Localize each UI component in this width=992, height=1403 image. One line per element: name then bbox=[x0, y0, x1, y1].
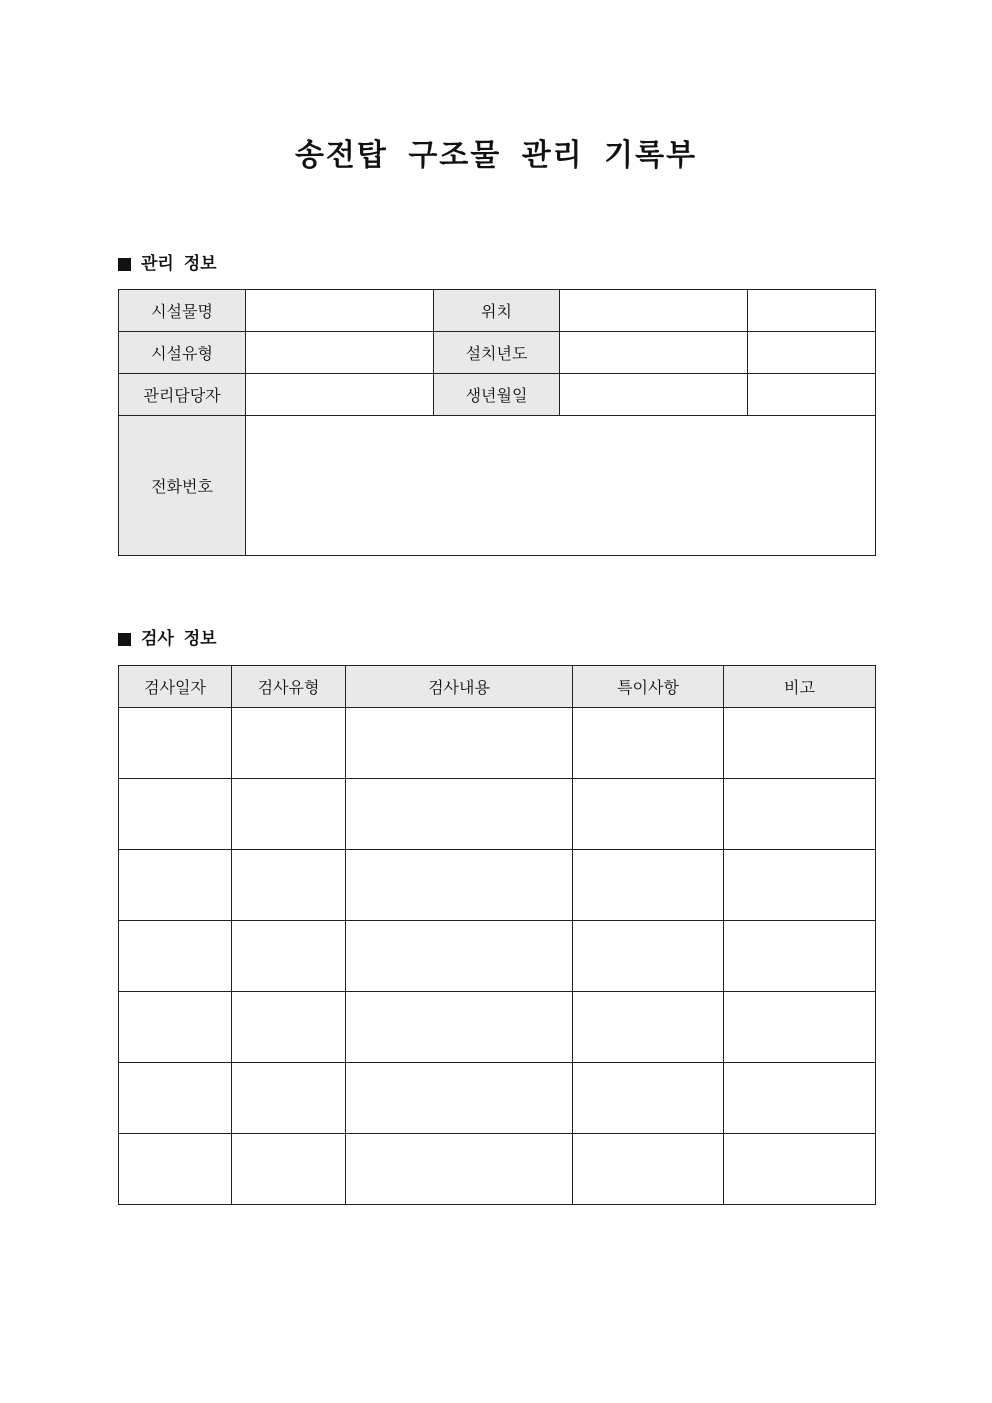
table-row bbox=[119, 374, 876, 416]
remarks-cell[interactable] bbox=[573, 708, 724, 779]
table-row bbox=[119, 332, 876, 374]
remarks-cell[interactable] bbox=[573, 850, 724, 921]
inspection-type-cell[interactable] bbox=[232, 779, 346, 850]
column-header-inspection-date: 검사일자 bbox=[119, 666, 232, 708]
notes-cell[interactable] bbox=[724, 1134, 876, 1205]
inspection-type-cell[interactable] bbox=[232, 1063, 346, 1134]
remarks-cell[interactable] bbox=[573, 779, 724, 850]
install-year-field[interactable] bbox=[560, 332, 748, 374]
management-info-table bbox=[118, 289, 876, 556]
column-header-inspection-type: 검사유형 bbox=[232, 666, 346, 708]
install-year-label: 설치년도 bbox=[434, 332, 560, 374]
inspection-date-cell[interactable] bbox=[119, 1063, 232, 1134]
inspection-date-cell[interactable] bbox=[119, 779, 232, 850]
birthdate-label: 생년월일 bbox=[434, 374, 560, 416]
remarks-cell[interactable] bbox=[573, 1134, 724, 1205]
inspection-content-cell[interactable] bbox=[346, 850, 573, 921]
remarks-cell[interactable] bbox=[573, 921, 724, 992]
facility-name-field[interactable] bbox=[246, 290, 434, 332]
extra-field[interactable] bbox=[748, 290, 876, 332]
table-row bbox=[119, 779, 876, 850]
inspection-date-cell[interactable] bbox=[119, 708, 232, 779]
section-heading-label: 관리 정보 bbox=[141, 254, 217, 274]
location-field[interactable] bbox=[560, 290, 748, 332]
manager-field[interactable] bbox=[246, 374, 434, 416]
facility-type-label: 시설유형 bbox=[119, 332, 246, 374]
table-header-row bbox=[119, 666, 876, 708]
extra-field[interactable] bbox=[748, 332, 876, 374]
notes-cell[interactable] bbox=[724, 1063, 876, 1134]
column-header-notes: 비고 bbox=[724, 666, 876, 708]
table-row bbox=[119, 1134, 876, 1205]
notes-cell[interactable] bbox=[724, 921, 876, 992]
inspection-type-cell[interactable] bbox=[232, 992, 346, 1063]
inspection-date-cell[interactable] bbox=[119, 921, 232, 992]
table-row bbox=[119, 290, 876, 332]
page-title: 송전탑 구조물 관리 기록부 bbox=[294, 138, 698, 173]
table-row bbox=[119, 416, 876, 556]
inspection-content-cell[interactable] bbox=[346, 708, 573, 779]
section-heading-label: 검사 정보 bbox=[141, 629, 217, 649]
table-row bbox=[119, 850, 876, 921]
notes-cell[interactable] bbox=[724, 992, 876, 1063]
notes-cell[interactable] bbox=[724, 779, 876, 850]
table-row bbox=[119, 708, 876, 779]
column-header-remarks: 특이사항 bbox=[573, 666, 724, 708]
manager-label: 관리담당자 bbox=[119, 374, 246, 416]
square-bullet-icon bbox=[118, 633, 131, 646]
inspection-date-cell[interactable] bbox=[119, 1134, 232, 1205]
inspection-date-cell[interactable] bbox=[119, 992, 232, 1063]
notes-cell[interactable] bbox=[724, 850, 876, 921]
inspection-content-cell[interactable] bbox=[346, 1063, 573, 1134]
inspection-type-cell[interactable] bbox=[232, 708, 346, 779]
table-row bbox=[119, 992, 876, 1063]
remarks-cell[interactable] bbox=[573, 992, 724, 1063]
location-label: 위치 bbox=[434, 290, 560, 332]
table-row bbox=[119, 1063, 876, 1134]
facility-name-label: 시설물명 bbox=[119, 290, 246, 332]
phone-label: 전화번호 bbox=[119, 416, 246, 556]
inspection-info-table bbox=[118, 665, 876, 1205]
section-heading-inspection bbox=[118, 627, 217, 651]
table-row bbox=[119, 921, 876, 992]
remarks-cell[interactable] bbox=[573, 1063, 724, 1134]
section-heading-management bbox=[118, 252, 217, 276]
inspection-content-cell[interactable] bbox=[346, 1134, 573, 1205]
extra-field[interactable] bbox=[748, 374, 876, 416]
inspection-content-cell[interactable] bbox=[346, 992, 573, 1063]
inspection-type-cell[interactable] bbox=[232, 921, 346, 992]
facility-type-field[interactable] bbox=[246, 332, 434, 374]
inspection-type-cell[interactable] bbox=[232, 1134, 346, 1205]
notes-cell[interactable] bbox=[724, 708, 876, 779]
inspection-content-cell[interactable] bbox=[346, 779, 573, 850]
inspection-date-cell[interactable] bbox=[119, 850, 232, 921]
inspection-content-cell[interactable] bbox=[346, 921, 573, 992]
square-bullet-icon bbox=[118, 258, 131, 271]
birthdate-field[interactable] bbox=[560, 374, 748, 416]
inspection-type-cell[interactable] bbox=[232, 850, 346, 921]
column-header-inspection-content: 검사내용 bbox=[346, 666, 573, 708]
phone-field[interactable] bbox=[246, 416, 876, 556]
